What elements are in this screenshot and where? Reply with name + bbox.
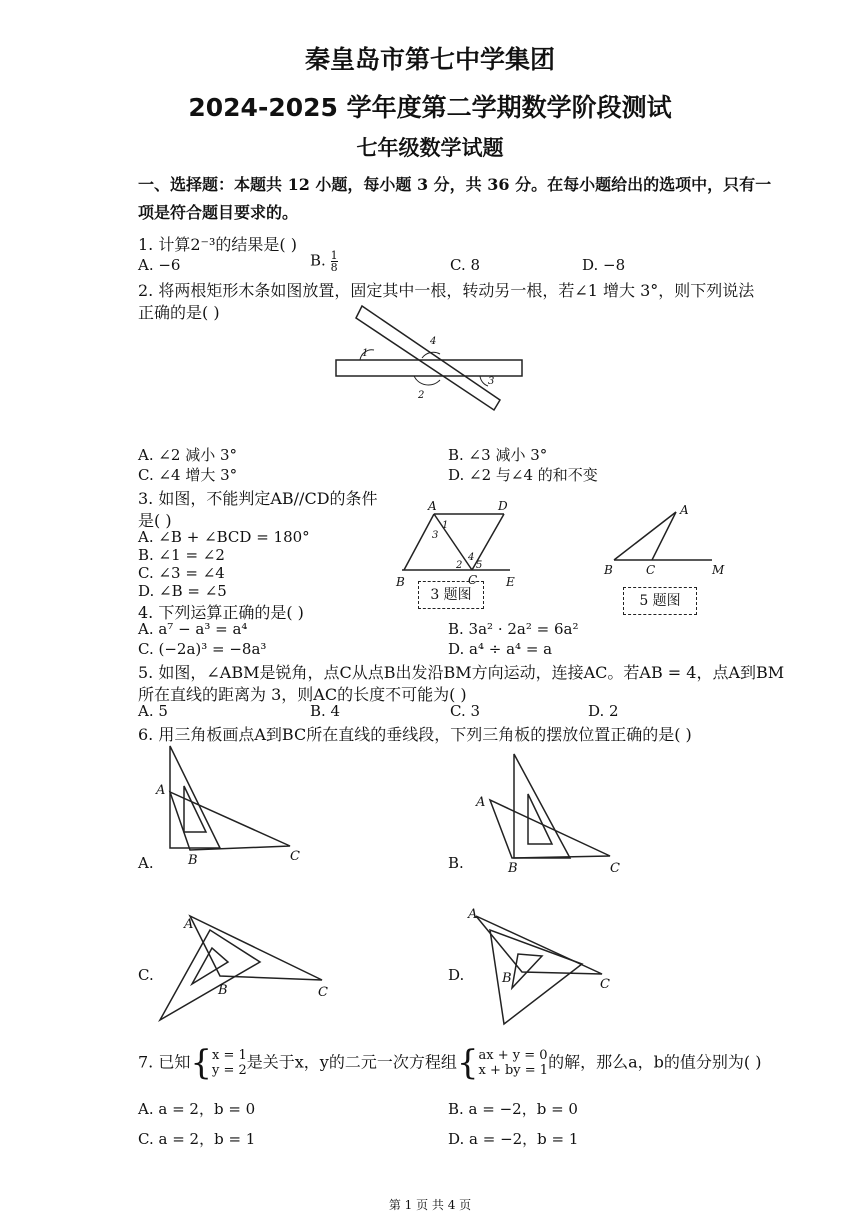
q2-option-b: B. ∠3 减小 3° [448, 446, 548, 464]
q5-option-a: A. 5 [138, 702, 168, 720]
q7-solution-x: x = 1 [212, 1048, 247, 1063]
q5-figure-caption: 5 题图 [623, 587, 697, 615]
q5-label-b: B [604, 563, 613, 577]
q1-stem: 1. 计算2⁻³的结果是( ) [138, 235, 297, 254]
q3-label-e: E [506, 575, 515, 589]
q3-option-d: D. ∠B = ∠5 [138, 582, 227, 600]
q4-option-c: C. (−2a)³ = −8a³ [138, 640, 267, 658]
q2-option-a: A. ∠2 减小 3° [138, 446, 238, 464]
q3-label-3: 3 [432, 530, 439, 541]
q2-stem-line2: 正确的是( ) [138, 303, 220, 322]
q3-label-d: D [498, 499, 508, 513]
q4-option-b: B. 3a² · 2a² = 6a² [448, 620, 579, 638]
q6-figure-d [462, 906, 622, 1031]
q3-label-1: 1 [442, 520, 449, 531]
section-intro-line1: 一、选择题：本题共 12 小题，每小题 3 分，共 36 分。在每小题给出的选项中，只有一 [138, 175, 772, 194]
q7-stem [138, 1043, 762, 1083]
q6b-set-square-outer [514, 754, 570, 858]
q2-option-d: D. ∠2 与∠4 的和不变 [448, 466, 598, 484]
q1-option-a: A. −6 [138, 256, 181, 274]
q2-label-1: 1 [362, 348, 369, 359]
q4-option-a: A. a⁷ − a³ = a⁴ [138, 620, 248, 638]
q7-middle-text: 是关于x，y的二元一次方程组 [246, 1052, 457, 1072]
q6a-triangle-abc [170, 792, 290, 850]
q2-fixed-bar [336, 360, 522, 376]
q7-suffix: 的解，那么a，b的值分别为( ) [548, 1052, 762, 1072]
school-title: 秦皇岛市第七中学集团 [304, 45, 555, 74]
q2-figure [330, 314, 530, 414]
q7-prefix: 7. 已知 [138, 1052, 191, 1072]
section-intro-line2: 项是符合题目要求的。 [138, 203, 299, 222]
q7-equation-1: ax + y = 0 [478, 1048, 548, 1063]
q3-line-ab [404, 514, 434, 570]
q5-label-m: M [712, 563, 725, 577]
q6d-set-square-inner [512, 954, 542, 988]
q6-figure-c [150, 910, 330, 1030]
q7-option-a: A. a = 2，b = 0 [138, 1100, 256, 1118]
q1-option-c: C. 8 [450, 256, 481, 274]
q1-option-b-fraction [331, 250, 338, 273]
q4-option-d: D. a⁴ ÷ a⁴ = a [448, 640, 553, 658]
q3-label-5: 5 [476, 560, 483, 571]
q6-figure-b [470, 740, 630, 875]
q6c-label-c: C [318, 985, 328, 1000]
q7-solution-y: y = 2 [212, 1063, 247, 1078]
q6b-label-c: C [610, 861, 620, 876]
q3-label-b: B [396, 575, 405, 589]
q1-option-b [310, 250, 338, 273]
q5-label-a: A [680, 503, 689, 517]
q4-stem: 4. 下列运算正确的是( ) [138, 603, 304, 622]
q6c-label-a: A [184, 917, 194, 932]
q3-line-ac [434, 514, 475, 570]
q5-option-c: C. 3 [450, 702, 481, 720]
q6-option-d: D. [448, 966, 465, 984]
q2-rotating-bar [356, 306, 500, 410]
q7-left-brace-1: { [190, 1043, 212, 1083]
q5-option-b: B. 4 [310, 702, 341, 720]
q6-figure-a [150, 740, 310, 870]
q1-option-b-label: B. [310, 251, 326, 270]
q3-stem-line1: 3. 如图，不能判定AB//CD的条件 [138, 489, 378, 508]
q6a-set-square-inner [184, 786, 206, 832]
q2-stem-line1: 2. 将两根矩形木条如图放置，固定其中一根，转动另一根，若∠1 增大 3°，则下列说法 [138, 281, 755, 300]
q6-option-c: C. [138, 966, 154, 984]
exam-title: 2024-2025 学年度第二学期数学阶段测试 [188, 93, 672, 122]
q3-label-4: 4 [468, 552, 475, 563]
q6c-label-b: B [218, 983, 228, 998]
q6-stem: 6. 用三角板画点A到BC所在直线的垂线段，下列三角板的摆放位置正确的是( ) [138, 725, 692, 744]
q2-angle-arc-3 [480, 376, 488, 386]
q5-stem-line2: 所在直线的距离为 3，则AC的长度不可能为( ) [138, 685, 467, 704]
q6a-label-a: A [156, 783, 166, 798]
q5-line-ba [614, 512, 676, 560]
q3-figure [392, 500, 522, 590]
q7-equation-2: x + by = 1 [478, 1063, 549, 1078]
q5-stem-line1: 5. 如图，∠ABM是锐角，点C从点B出发沿BM方向运动，连接AC。若AB = 4，点A到BM [138, 663, 785, 682]
q6a-label-c: C [290, 849, 300, 864]
q3-option-a: A. ∠B + ∠BCD = 180° [138, 528, 310, 546]
q7-solution [212, 1048, 247, 1078]
q7-left-brace-2: { [456, 1043, 479, 1083]
q7-system [479, 1048, 549, 1078]
q6-option-b: B. [448, 854, 464, 872]
q6c-triangle-abc [190, 916, 322, 980]
q1-option-d: D. −8 [582, 256, 626, 274]
q3-figure-caption: 3 题图 [418, 581, 484, 609]
q6d-label-c: C [600, 977, 610, 992]
q3-label-c: C [468, 573, 478, 587]
q2-label-2: 2 [418, 390, 425, 401]
q3-stem-line2: 是( ) [138, 511, 172, 530]
q1-option-b-numerator: 1 [330, 249, 338, 262]
q6d-label-b: B [502, 971, 512, 986]
q6-option-a: A. [138, 854, 154, 872]
q3-option-b: B. ∠1 = ∠2 [138, 546, 225, 564]
q3-option-c: C. ∠3 = ∠4 [138, 564, 225, 582]
q7-option-c: C. a = 2，b = 1 [138, 1130, 256, 1148]
q6a-label-b: B [188, 853, 198, 868]
q3-label-2: 2 [456, 560, 463, 571]
q6d-label-a: A [468, 907, 478, 922]
q7-option-d: D. a = −2，b = 1 [448, 1130, 579, 1148]
q1-option-b-denominator: 8 [330, 261, 338, 274]
paper-title: 七年级数学试题 [356, 136, 504, 160]
q6b-label-b: B [508, 861, 518, 876]
q7-option-b: B. a = −2，b = 0 [448, 1100, 578, 1118]
q5-line-ac [652, 512, 676, 560]
q5-label-c: C [646, 563, 656, 577]
q5-figure [600, 500, 730, 580]
q2-label-4: 4 [430, 336, 437, 347]
q6b-triangle-abc [490, 800, 610, 858]
q2-label-3: 3 [488, 376, 495, 387]
q5-option-d: D. 2 [588, 702, 619, 720]
page-footer: 第 1 页 共 4 页 [388, 1198, 472, 1212]
q2-option-c: C. ∠4 增大 3° [138, 466, 238, 484]
q2-angle-arc-2 [414, 376, 440, 385]
q3-label-a: A [428, 499, 437, 513]
q6b-label-a: A [476, 795, 486, 810]
